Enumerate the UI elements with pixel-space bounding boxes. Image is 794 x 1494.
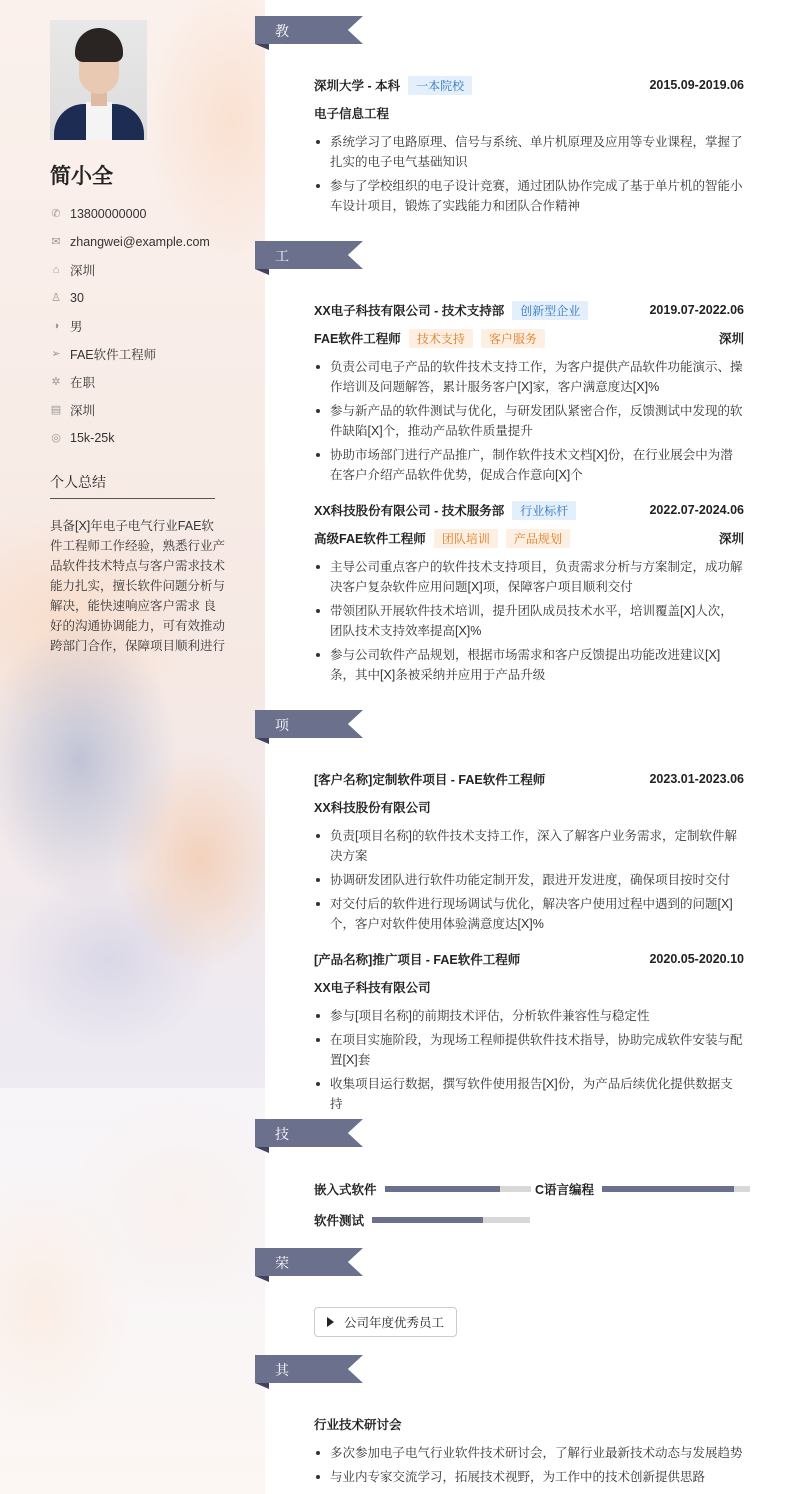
project-entry	[314, 950, 744, 1118]
info-text: 15k-25k	[70, 431, 115, 445]
info-city	[50, 256, 250, 284]
project-entry	[314, 770, 744, 938]
role-tag: 团队培训	[434, 529, 498, 548]
avatar	[50, 20, 147, 140]
project-company: XX电子科技有限公司	[314, 981, 431, 995]
major: 电子信息工程	[314, 107, 390, 121]
edu-period: 2015.09-2019.06	[649, 78, 744, 92]
section-title: 教育经历	[275, 23, 290, 99]
info-text: 30	[70, 291, 84, 305]
skill-level	[385, 1186, 500, 1192]
list-item: 主导公司重点客户的软件技术支持项目，负责需求分析与方案制定，成功解决客户复杂软件应用问题[X]项，保障客户项目顺利交付	[314, 557, 744, 597]
section-title: 项目经历	[275, 717, 290, 793]
info-text: 13800000000	[70, 207, 147, 221]
status-icon: ✲	[51, 376, 61, 388]
skill-name: 软件测试	[314, 1214, 365, 1228]
award-item	[314, 1307, 457, 1337]
info-target-city	[50, 396, 250, 424]
project-company: XX科技股份有限公司	[314, 801, 431, 815]
section-title: 其他信息	[275, 1362, 290, 1438]
project-title: [产品名称]推广项目 - FAE软件工程师	[314, 953, 521, 967]
work-city: 深圳	[718, 532, 744, 546]
job-role: 高级FAE软件工程师	[314, 532, 426, 546]
project-title: [客户名称]定制软件项目 - FAE软件工程师	[314, 773, 546, 787]
job-role: FAE软件工程师	[314, 332, 401, 346]
info-email	[50, 228, 250, 256]
school-tag: 一本院校	[408, 76, 472, 95]
summary-text: 具备[X]年电子电气行业FAE软件工程师工作经验，熟悉行业产品软件技术特点与客户需求技术能力扎实，擅长软件问题分析与解决，能快速响应客户需求 良好的沟通协调能力，可有效推动跨部门合作，保障项目顺利进行	[50, 519, 226, 653]
sidebar-fade	[0, 1088, 265, 1494]
skill-bar	[385, 1186, 531, 1192]
candidate-name: 简小全	[50, 165, 113, 188]
project-period: 2023.01-2023.06	[649, 772, 744, 786]
skill-item	[314, 1211, 530, 1229]
role-tag: 技术支持	[409, 329, 473, 348]
list-item: 参与[项目名称]的前期技术评估，分析软件兼容性与稳定性	[314, 1006, 744, 1026]
info-text: 男	[70, 320, 83, 334]
info-text: FAE软件工程师	[70, 348, 157, 362]
gender-icon: ◑	[52, 320, 60, 332]
building-icon: ▤	[50, 404, 62, 416]
summary-title: 个人总结	[50, 474, 106, 490]
skill-name: C语言编程	[535, 1183, 595, 1197]
info-status	[50, 368, 250, 396]
section-title: 荣誉奖项	[275, 1255, 290, 1331]
phone-icon: ✆	[51, 208, 61, 220]
summary-divider	[50, 498, 215, 499]
work-entry	[314, 301, 744, 489]
home-icon: ⌂	[52, 264, 60, 276]
info-gender	[50, 312, 250, 340]
contact-info	[50, 200, 250, 452]
work-entry	[314, 501, 744, 689]
role-tag: 客户服务	[481, 329, 545, 348]
list-item: 在项目实施阶段，为现场工程师提供软件技术指导，协助完成软件安装与配置[X]套	[314, 1030, 744, 1070]
info-text: 深圳	[70, 264, 96, 278]
section-title: 工作经历	[275, 248, 290, 324]
skill-item	[535, 1180, 750, 1198]
info-phone	[50, 200, 250, 228]
list-item: 参与新产品的软件测试与优化，与研发团队紧密合作，反馈测试中发现的软件缺陷[X]个，推动产品软件质量提升	[314, 401, 744, 441]
play-icon	[327, 1317, 334, 1327]
info-salary	[50, 424, 250, 452]
age-icon: ♙	[51, 292, 61, 304]
list-item: 负责公司电子产品的软件技术支持工作，为客户提供产品软件功能演示、操作培训及问题解答，累计服务客户[X]家，客户满意度达[X]%	[314, 357, 744, 397]
list-item: 系统学习了电路原理、信号与系统、单片机原理及应用等专业课程，掌握了扎实的电子电气基础知识	[314, 132, 744, 172]
send-icon: ➢	[51, 348, 61, 360]
company-name: XX科技股份有限公司 - 技术服务部	[314, 504, 505, 518]
list-item: 参与了学校组织的电子设计竞赛，通过团队协作完成了基于单片机的智能小车设计项目，锻炼了实践能力和团队合作精神	[314, 176, 744, 216]
info-age	[50, 284, 250, 312]
sidebar	[0, 0, 265, 1494]
list-item: 收集项目运行数据，撰写软件使用报告[X]份，为产品后续优化提供数据支持	[314, 1074, 744, 1114]
company-tag: 行业标杆	[512, 501, 576, 520]
list-item: 参与公司软件产品规划，根据市场需求和客户反馈提出功能改进建议[X]条，其中[X]条被采纳并应用于产品升级	[314, 645, 744, 685]
company-name: XX电子科技有限公司 - 技术支持部	[314, 304, 505, 318]
work-city: 深圳	[718, 332, 744, 346]
skill-item	[314, 1180, 531, 1198]
school-name: 深圳大学 - 本科	[314, 79, 401, 93]
info-text: zhangwei@example.com	[70, 235, 210, 249]
list-item: 对交付后的软件进行现场调试与优化，解决客户使用过程中遇到的问题[X]个，客户对软件使用体验满意度达[X]%	[314, 894, 744, 934]
company-tag: 创新型企业	[512, 301, 588, 320]
list-item: 协助市场部门进行产品推广，制作软件技术文档[X]份，在行业展会中为潜在客户介绍产品软件优势，促成合作意向[X]个	[314, 445, 744, 485]
list-item: 协调研发团队进行软件功能定制开发，跟进开发进度，确保项目按时交付	[314, 870, 744, 890]
other-entry	[314, 1415, 744, 1491]
salary-icon: ◎	[51, 432, 61, 444]
work-period: 2019.07-2022.06	[649, 303, 744, 317]
list-item: 负责[项目名称]的软件技术支持工作，深入了解客户业务需求，定制软件解决方案	[314, 826, 744, 866]
skill-bar	[602, 1186, 750, 1192]
skill-name: 嵌入式软件	[314, 1183, 377, 1197]
skill-level	[372, 1217, 483, 1223]
education-entry	[314, 76, 744, 220]
list-item: 多次参加电子电气行业软件技术研讨会，了解行业最新技术动态与发展趋势	[314, 1443, 744, 1463]
info-position	[50, 340, 250, 368]
mail-icon: ✉	[51, 236, 61, 248]
list-item: 与业内专家交流学习，拓展技术视野，为工作中的技术创新提供思路	[314, 1467, 744, 1487]
section-title: 技能专长	[275, 1126, 290, 1202]
award-name: 公司年度优秀员工	[344, 1316, 445, 1330]
list-item: 带领团队开展软件技术培训，提升团队成员技术水平，培训覆盖[X]人次，团队技术支持效率提高[X]%	[314, 601, 744, 641]
work-period: 2022.07-2024.06	[649, 503, 744, 517]
skill-bar	[372, 1217, 530, 1223]
other-title: 行业技术研讨会	[314, 1418, 402, 1432]
info-text: 深圳	[70, 404, 96, 418]
project-period: 2020.05-2020.10	[649, 952, 744, 966]
info-text: 在职	[70, 376, 96, 390]
skill-level	[602, 1186, 734, 1192]
role-tag: 产品规划	[506, 529, 570, 548]
